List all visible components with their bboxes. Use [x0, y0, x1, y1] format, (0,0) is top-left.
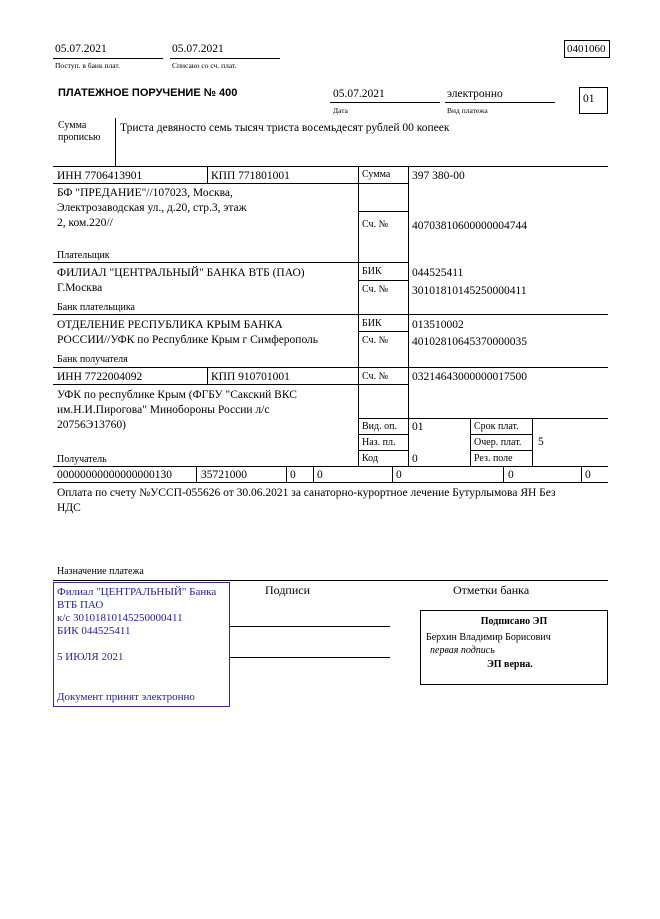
bank-stamp [53, 582, 230, 707]
signature-verified: ЭП верна. [487, 659, 533, 670]
tax-kbk: 00000000000000000130 [57, 469, 172, 481]
term-label: Срок плат. [474, 421, 519, 432]
amount-words-label-2: прописью [58, 132, 101, 143]
payment-type-label: Вид платежа [447, 106, 488, 115]
amount-value: 397 380-00 [412, 170, 465, 182]
payee-bank-account-label: Сч. № [362, 335, 389, 346]
payee-bank-account: 40102810645370000035 [412, 336, 527, 348]
op-type-label: Вид. оп. [362, 421, 397, 432]
stamp-line-3: к/с 30101810145250000411 [57, 612, 183, 624]
payer-name-3: 2, ком.220// [57, 217, 113, 229]
date-received-label: Поступ. в банк плат. [55, 61, 120, 70]
signatures-label: Подписи [265, 583, 311, 597]
tax-field-6: 0 [508, 469, 514, 481]
payee-kpp: КПП 910701001 [211, 371, 290, 383]
payer-bik-label: БИК [362, 266, 382, 277]
payer-kpp: КПП 771801001 [211, 170, 290, 182]
payee-bank-name-2: РОССИИ//УФК по Республике Крым г Симферополь [57, 334, 319, 346]
purpose-label: Назначение платежа [57, 566, 144, 577]
stamp-footer: Документ принят электронно [57, 691, 195, 703]
payee-inn: ИНН 7722004092 [57, 371, 143, 383]
amount-words: Триста девяносто семь тысяч триста восемьдесят рублей 00 копеек [120, 122, 450, 134]
payee-account-label: Сч. № [362, 371, 389, 382]
order-date-label: Дата [333, 106, 348, 115]
code-label: Код [362, 453, 378, 464]
payee-bik-label: БИК [362, 318, 382, 329]
payee-bank-name-1: ОТДЕЛЕНИЕ РЕСПУБЛИКА КРЫМ БАНКА [57, 319, 283, 331]
tax-field-4: 0 [317, 469, 323, 481]
signer-role: первая подпись [430, 645, 495, 656]
form-code: 0401060 [567, 43, 606, 55]
bank-signature-box [420, 610, 608, 685]
payee-account: 03214643000000017500 [412, 371, 527, 383]
purpose-line-2: НДС [57, 502, 81, 514]
payee-name-1: УФК по республике Крым (ФГБУ "Сакский ВКС [57, 389, 297, 401]
payer-bank-name-2: Г.Москва [57, 282, 103, 294]
payment-type: электронно [447, 88, 503, 100]
amount-label: Сумма [362, 169, 391, 180]
reserve-label: Рез. поле [474, 453, 513, 464]
tax-field-5: 0 [396, 469, 402, 481]
amount-words-label: Сумма [58, 120, 87, 131]
payee-bik: 013510002 [412, 319, 464, 331]
payer-account: 40703810600000004744 [412, 220, 527, 232]
code: 0 [412, 453, 418, 465]
priority-label: Очер. плат. [474, 437, 522, 448]
payer-bank-account-label: Сч. № [362, 284, 389, 295]
tax-field-7: 0 [585, 469, 591, 481]
payer-label: Плательщик [57, 250, 110, 261]
stamp-line-2: ВТБ ПАО [57, 599, 104, 611]
purpose-line-1: Оплата по счету №УССП-055626 от 30.06.2021 за санаторно-курортное лечение Бутурлымова ЯН Без [57, 487, 556, 499]
payer-account-label: Сч. № [362, 219, 389, 230]
payer-name-1: БФ "ПРЕДАНИЕ"//107023, Москва, [57, 187, 233, 199]
date-received: 05.07.2021 [55, 43, 107, 55]
priority: 5 [538, 436, 544, 448]
bank-marks-label: Отметки банка [453, 583, 530, 597]
payee-name-3: 20756Э13760) [57, 419, 126, 431]
payer-name-2: Электрозаводская ул., д.20, стр.3, этаж [57, 202, 247, 214]
date-debited-label: Списано со сч. плат. [172, 61, 237, 70]
payer-bik: 044525411 [412, 267, 464, 279]
payee-bank-label: Банк получателя [57, 354, 128, 365]
tax-field-3: 0 [290, 469, 296, 481]
stamp-line-1: Филиал "ЦЕНТРАЛЬНЫЙ" Банка [57, 586, 217, 598]
order-date: 05.07.2021 [333, 88, 385, 100]
purpose-code-label: Наз. пл. [362, 437, 396, 448]
payer-bank-name-1: ФИЛИАЛ "ЦЕНТРАЛЬНЫЙ" БАНКА ВТБ (ПАО) [57, 267, 305, 279]
payee-label: Получатель [57, 454, 107, 465]
payee-name-2: им.Н.И.Пирогова" Минобороны России л/с [57, 404, 270, 416]
stamp-date: 5 ИЮЛЯ 2021 [57, 651, 124, 663]
status-code: 01 [583, 93, 595, 105]
document-title: ПЛАТЕЖНОЕ ПОРУЧЕНИЕ № 400 [58, 87, 238, 99]
payer-bank-account: 30101810145250000411 [412, 285, 527, 297]
payer-bank-label: Банк плательщика [57, 302, 135, 313]
signed-title: Подписано ЭП [480, 616, 548, 627]
op-type: 01 [412, 421, 424, 433]
payer-inn: ИНН 7706413901 [57, 170, 143, 182]
signer-name: Берхин Владимир Борисович [426, 632, 551, 643]
stamp-line-4: БИК 044525411 [57, 625, 131, 637]
tax-oktmo: 35721000 [201, 469, 247, 481]
date-debited: 05.07.2021 [172, 43, 224, 55]
